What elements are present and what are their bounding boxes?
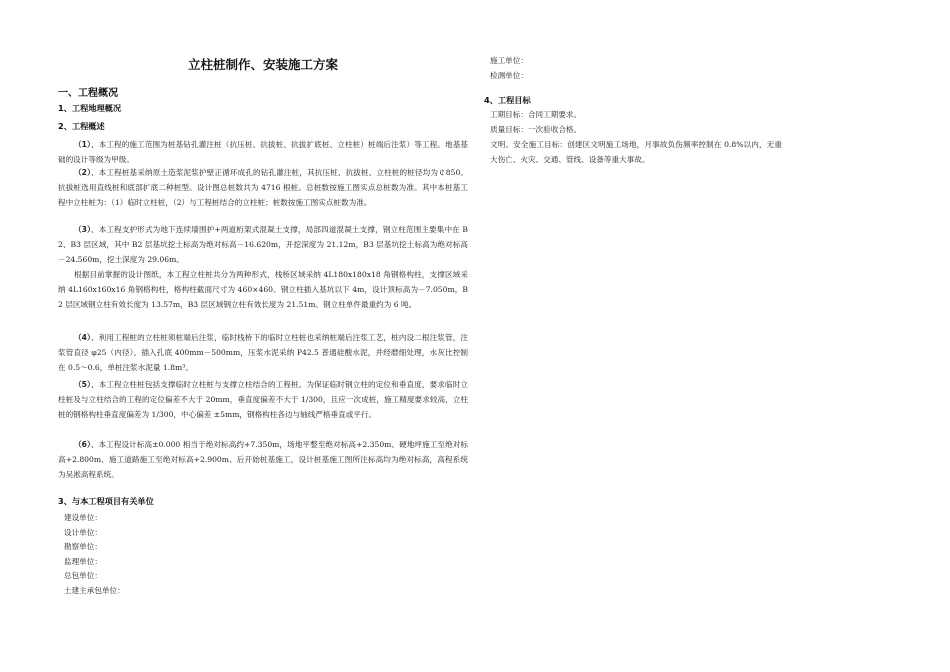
subheading-summary: 2、工程概述 bbox=[58, 121, 105, 131]
paragraph-6-number: （5） bbox=[73, 380, 91, 389]
subheading-geography: 1、工程地理概况 bbox=[58, 103, 122, 113]
goal-schedule: 工期目标：合同工期要求。 bbox=[490, 110, 582, 119]
paragraph-7-text: 、本工程设计标高±0.000 相当于绝对标高约+7.350m，场地平整至绝对标高+2.350m、硬地坪施工至绝对标高+2.800m、施工道路施工至绝对标高+2.900m、后开始桩基施工，设计桩基施工图所注标高均为绝对标高，高程系统为吴淞高程系统。 bbox=[58, 440, 469, 479]
paragraph-1-text: 、本工程的施工范围为桩基钻孔灌注桩（抗压桩、抗拔桩、抗拔扩底桩、立柱桩）桩端后注浆）等工程。地基基础的设计等级为甲级。 bbox=[58, 140, 468, 164]
paragraph-3-text: 、本工程支护形式为地下连续墙围护+两道桁架式混凝土支撑，局部四道混凝土支撑，钢立柱范围主要集中在 B2、B3 层区域，其中 B2 层基坑挖土标高为绝对标高－16.620m，开挖深度为 21.12m，B3 层基坑挖土标高为绝对标高－24.560m，挖土深度为 29.06m。 bbox=[58, 225, 468, 264]
paragraph-1-number: （1） bbox=[73, 140, 91, 149]
paragraph-7 bbox=[58, 437, 468, 482]
unit-design: 设计单位： bbox=[64, 527, 102, 537]
unit-survey: 勘察单位： bbox=[64, 542, 102, 552]
section-heading-goals: 4、工程目标 bbox=[484, 95, 531, 105]
unit-general-contractor: 总包单位： bbox=[64, 571, 102, 581]
paragraph-6-text: 、本工程立柱桩包括支撑临时立柱桩与支撑立柱结合的工程桩。为保证临时钢立柱的定位和垂直度，要求临时立柱桩及与立柱结合的工程的定位偏差不大于 20mm，垂直度偏差不大于 1/300，且应一次成桩，施工精度要求较高，立柱桩的钢格构柱垂直度偏差为 1/300，中心偏差 ±5mm，钢格构柱各边与轴线严格垂直或平行。 bbox=[58, 380, 468, 419]
paragraph-3-number: （3） bbox=[73, 225, 91, 234]
goal-safety: 文明、安全施工目标：创建区文明施工场地，月事故负伤频率控制在 0.8%以内，无重大伤亡、火灾、交通、管线、设备等重大事故。 bbox=[490, 140, 782, 164]
paragraph-6 bbox=[58, 377, 468, 422]
units-list bbox=[64, 511, 125, 599]
paragraph-3 bbox=[58, 222, 468, 267]
paragraph-7-number: （6） bbox=[73, 440, 91, 449]
paragraph-5-text: 、利用工程桩的立柱桩须桩端后注浆，临时栈桥下的临时立柱桩也采纳桩端后注浆工艺，桩内设二根注浆管，注浆管直径 φ25（内径），插入孔底 400mm－500mm，压浆水泥采纳 P42.5 普通硅酸水泥，并经磨细处理，水灰比控制在 0.5～0.6，单桩注浆水泥量 1.8m³。 bbox=[58, 333, 468, 372]
unit-construction: 施工单位： bbox=[490, 56, 528, 65]
section-heading-overview: 一、工程概况 bbox=[58, 88, 118, 99]
unit-owner: 建设单位： bbox=[64, 513, 102, 522]
goal-quality: 质量目标：一次验收合格。 bbox=[490, 125, 582, 134]
paragraph-1 bbox=[58, 137, 468, 167]
paragraph-2-text: 、本工程桩基采纳原土造浆泥浆护壁正循环成孔的钻孔灌注桩，其抗压桩、抗拔桩、立柱桩的桩径均为￠850。抗拔桩选用直线桩和底部扩底二种桩型。设计图总桩数共为 4716 根桩。总桩数按施工图实点总桩数为准。其中本桩基工程中立柱桩为：（1）临时立柱桩，（2）与工程桩结合的立柱桩；桩数按施工图实点桩数为准。 bbox=[58, 168, 468, 207]
unit-main-civil-contractor: 土建主承包单位： bbox=[64, 585, 125, 595]
paragraph-5 bbox=[58, 330, 468, 375]
paragraph-4-text: 根据目前掌握的设计图纸，本工程立柱桩共分为两种形式，栈桥区域采纳 4L180x180x18 角钢格构柱，支撑区域采纳 4L160x160x16 角钢格构柱，格构柱截面尺寸为 460×460。钢立柱插入基坑以下 4m，设计顶标高为－7.050m。B2 层区域钢立柱有效长度为 13.57m，B3 层区域钢立柱有效长度为 21.51m。钢立柱单件最重约为 6 吨。 bbox=[58, 270, 468, 309]
paragraph-5-number: （4） bbox=[73, 333, 91, 342]
unit-supervision: 监理单位： bbox=[64, 556, 102, 566]
paragraph-2 bbox=[58, 165, 468, 210]
units-list-continued bbox=[490, 54, 528, 83]
paragraph-2-number: （2） bbox=[73, 168, 91, 177]
unit-inspection: 检测单位： bbox=[490, 70, 528, 80]
paragraph-4 bbox=[58, 267, 468, 312]
document-title: 立柱桩制作、安装施工方案 bbox=[187, 57, 338, 72]
section-heading-units: 3、与本工程项目有关单位 bbox=[58, 496, 154, 506]
